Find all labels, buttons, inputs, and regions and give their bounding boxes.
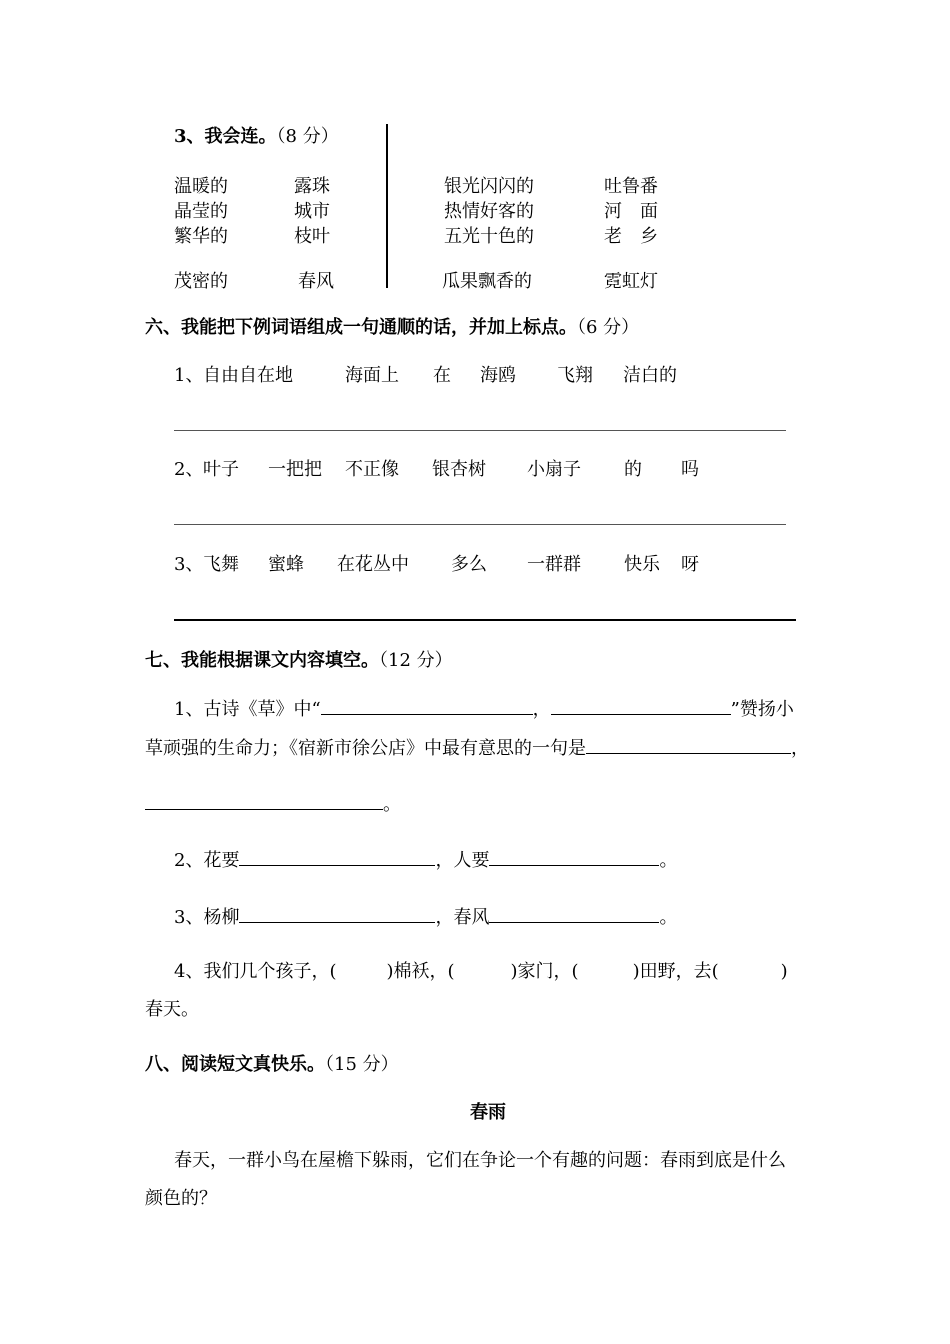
passage-text: 颜色的？: [145, 1188, 217, 1209]
fill-text: ): [780, 961, 788, 982]
section-7-heading-text: 七、我能根据课文内容填空。: [145, 650, 379, 671]
fill-text: 2、花要: [174, 850, 240, 871]
item-number: 3、: [174, 554, 204, 575]
answer-line[interactable]: [174, 524, 786, 525]
fill-text: ，: [532, 699, 551, 720]
word-chip: 飞翔: [557, 365, 593, 386]
fill-text: 3、杨柳: [174, 907, 240, 928]
word-chip: 的: [624, 459, 642, 480]
passage-text: 春天，一群小鸟在屋檐下躲雨，它们在争论一个有趣的问题：春雨到底是什么: [174, 1150, 786, 1171]
match-item[interactable]: 露珠: [294, 176, 330, 197]
q3-heading-text: 3、我会连。: [174, 126, 277, 147]
word-chip: 一把把: [268, 459, 322, 480]
section-8-heading-text: 八、阅读短文真快乐。: [145, 1054, 325, 1075]
fill-text: 。: [383, 794, 401, 815]
fill-q2: [174, 847, 677, 873]
fill-text: 1、古诗《草》中“: [174, 699, 321, 720]
item-number: 1、: [174, 365, 204, 386]
fill-blank[interactable]: [489, 904, 659, 923]
match-item[interactable]: 繁华的: [174, 226, 228, 247]
fill-line-3: [145, 791, 401, 817]
match-item[interactable]: 河 面: [604, 201, 658, 222]
fill-line-1: [174, 696, 794, 722]
section-7-heading: [145, 649, 453, 673]
fill-text: 4、我们几个孩子，(: [174, 961, 337, 982]
fill-blank[interactable]: [551, 696, 731, 715]
word-chip: 海鸥: [480, 365, 516, 386]
word-chip: 多么: [451, 554, 487, 575]
fill-blank[interactable]: [145, 791, 383, 810]
word-chip: 一群群: [527, 554, 581, 575]
fill-text: ，人要: [435, 850, 490, 871]
word-chip: 飞舞: [203, 554, 239, 575]
section-8-heading: [145, 1053, 399, 1077]
word-chip: 叶子: [203, 459, 239, 480]
fill-text: 草顽强的生命力；《宿新市徐公店》中最有意思的一句是: [145, 738, 586, 759]
q3-score: （8 分）: [276, 126, 339, 147]
word-chip: 不正像: [345, 459, 399, 480]
match-item[interactable]: 城市: [294, 201, 330, 222]
match-item[interactable]: 晶莹的: [174, 201, 228, 222]
fill-text: )田野，去(: [632, 961, 719, 982]
match-item[interactable]: 温暖的: [174, 176, 228, 197]
match-item[interactable]: 枝叶: [294, 226, 330, 247]
fill-text: )家门，(: [510, 961, 579, 982]
fill-text: 。: [659, 907, 678, 928]
fill-blank[interactable]: [489, 847, 659, 866]
word-chip: 洁白的: [623, 365, 677, 386]
fill-text: ，春风: [435, 907, 490, 928]
word-chip: 吗: [681, 459, 699, 480]
word-chip: 海面上: [345, 365, 399, 386]
fill-blank[interactable]: [239, 847, 435, 866]
word-chip: 呀: [681, 554, 699, 575]
section-8-score: （15 分）: [325, 1054, 399, 1075]
word-chip: 自由自在地: [203, 365, 293, 386]
match-item[interactable]: 老 乡: [604, 226, 658, 247]
fill-blank[interactable]: [239, 904, 435, 923]
word-chip: 银杏树: [432, 459, 486, 480]
match-item[interactable]: 霓虹灯: [604, 271, 658, 292]
word-chip: 小扇子: [527, 459, 581, 480]
match-item[interactable]: 瓜果飘香的: [442, 271, 532, 292]
match-item[interactable]: 五光十色的: [444, 226, 534, 247]
word-chip: 在: [433, 365, 451, 386]
answer-line[interactable]: [174, 430, 786, 431]
word-chip: 在花丛中: [337, 554, 409, 575]
fill-line-2: [145, 735, 809, 761]
fill-blank[interactable]: [321, 696, 533, 715]
fill-text: ，: [791, 738, 809, 759]
match-item[interactable]: 热情好客的: [444, 201, 534, 222]
fill-q3: [174, 904, 677, 930]
q3-heading: [174, 125, 339, 149]
section-7-score: （12 分）: [379, 650, 453, 671]
fill-q4: [174, 960, 788, 984]
column-divider: [386, 124, 388, 288]
fill-blank[interactable]: [586, 735, 791, 754]
fill-q4-tail: 春天。: [145, 999, 199, 1020]
fill-text: )棉袄，(: [386, 961, 455, 982]
section-6-heading-text: 六、我能把下例词语组成一句通顺的话，并加上标点。: [145, 317, 577, 338]
section-6-heading: [145, 316, 639, 340]
word-chip: 蜜蜂: [268, 554, 304, 575]
passage-title: 春雨: [470, 1102, 506, 1123]
match-item[interactable]: 吐鲁番: [604, 176, 658, 197]
section-6-score: （6 分）: [577, 317, 640, 338]
fill-text: 。: [659, 850, 678, 871]
match-item[interactable]: 春风: [298, 271, 334, 292]
match-item[interactable]: 银光闪闪的: [444, 176, 534, 197]
item-number: 2、: [174, 459, 204, 480]
word-chip: 快乐: [624, 554, 660, 575]
answer-line[interactable]: [174, 619, 796, 621]
match-item[interactable]: 茂密的: [174, 271, 228, 292]
fill-text: ”赞扬小: [730, 699, 794, 720]
